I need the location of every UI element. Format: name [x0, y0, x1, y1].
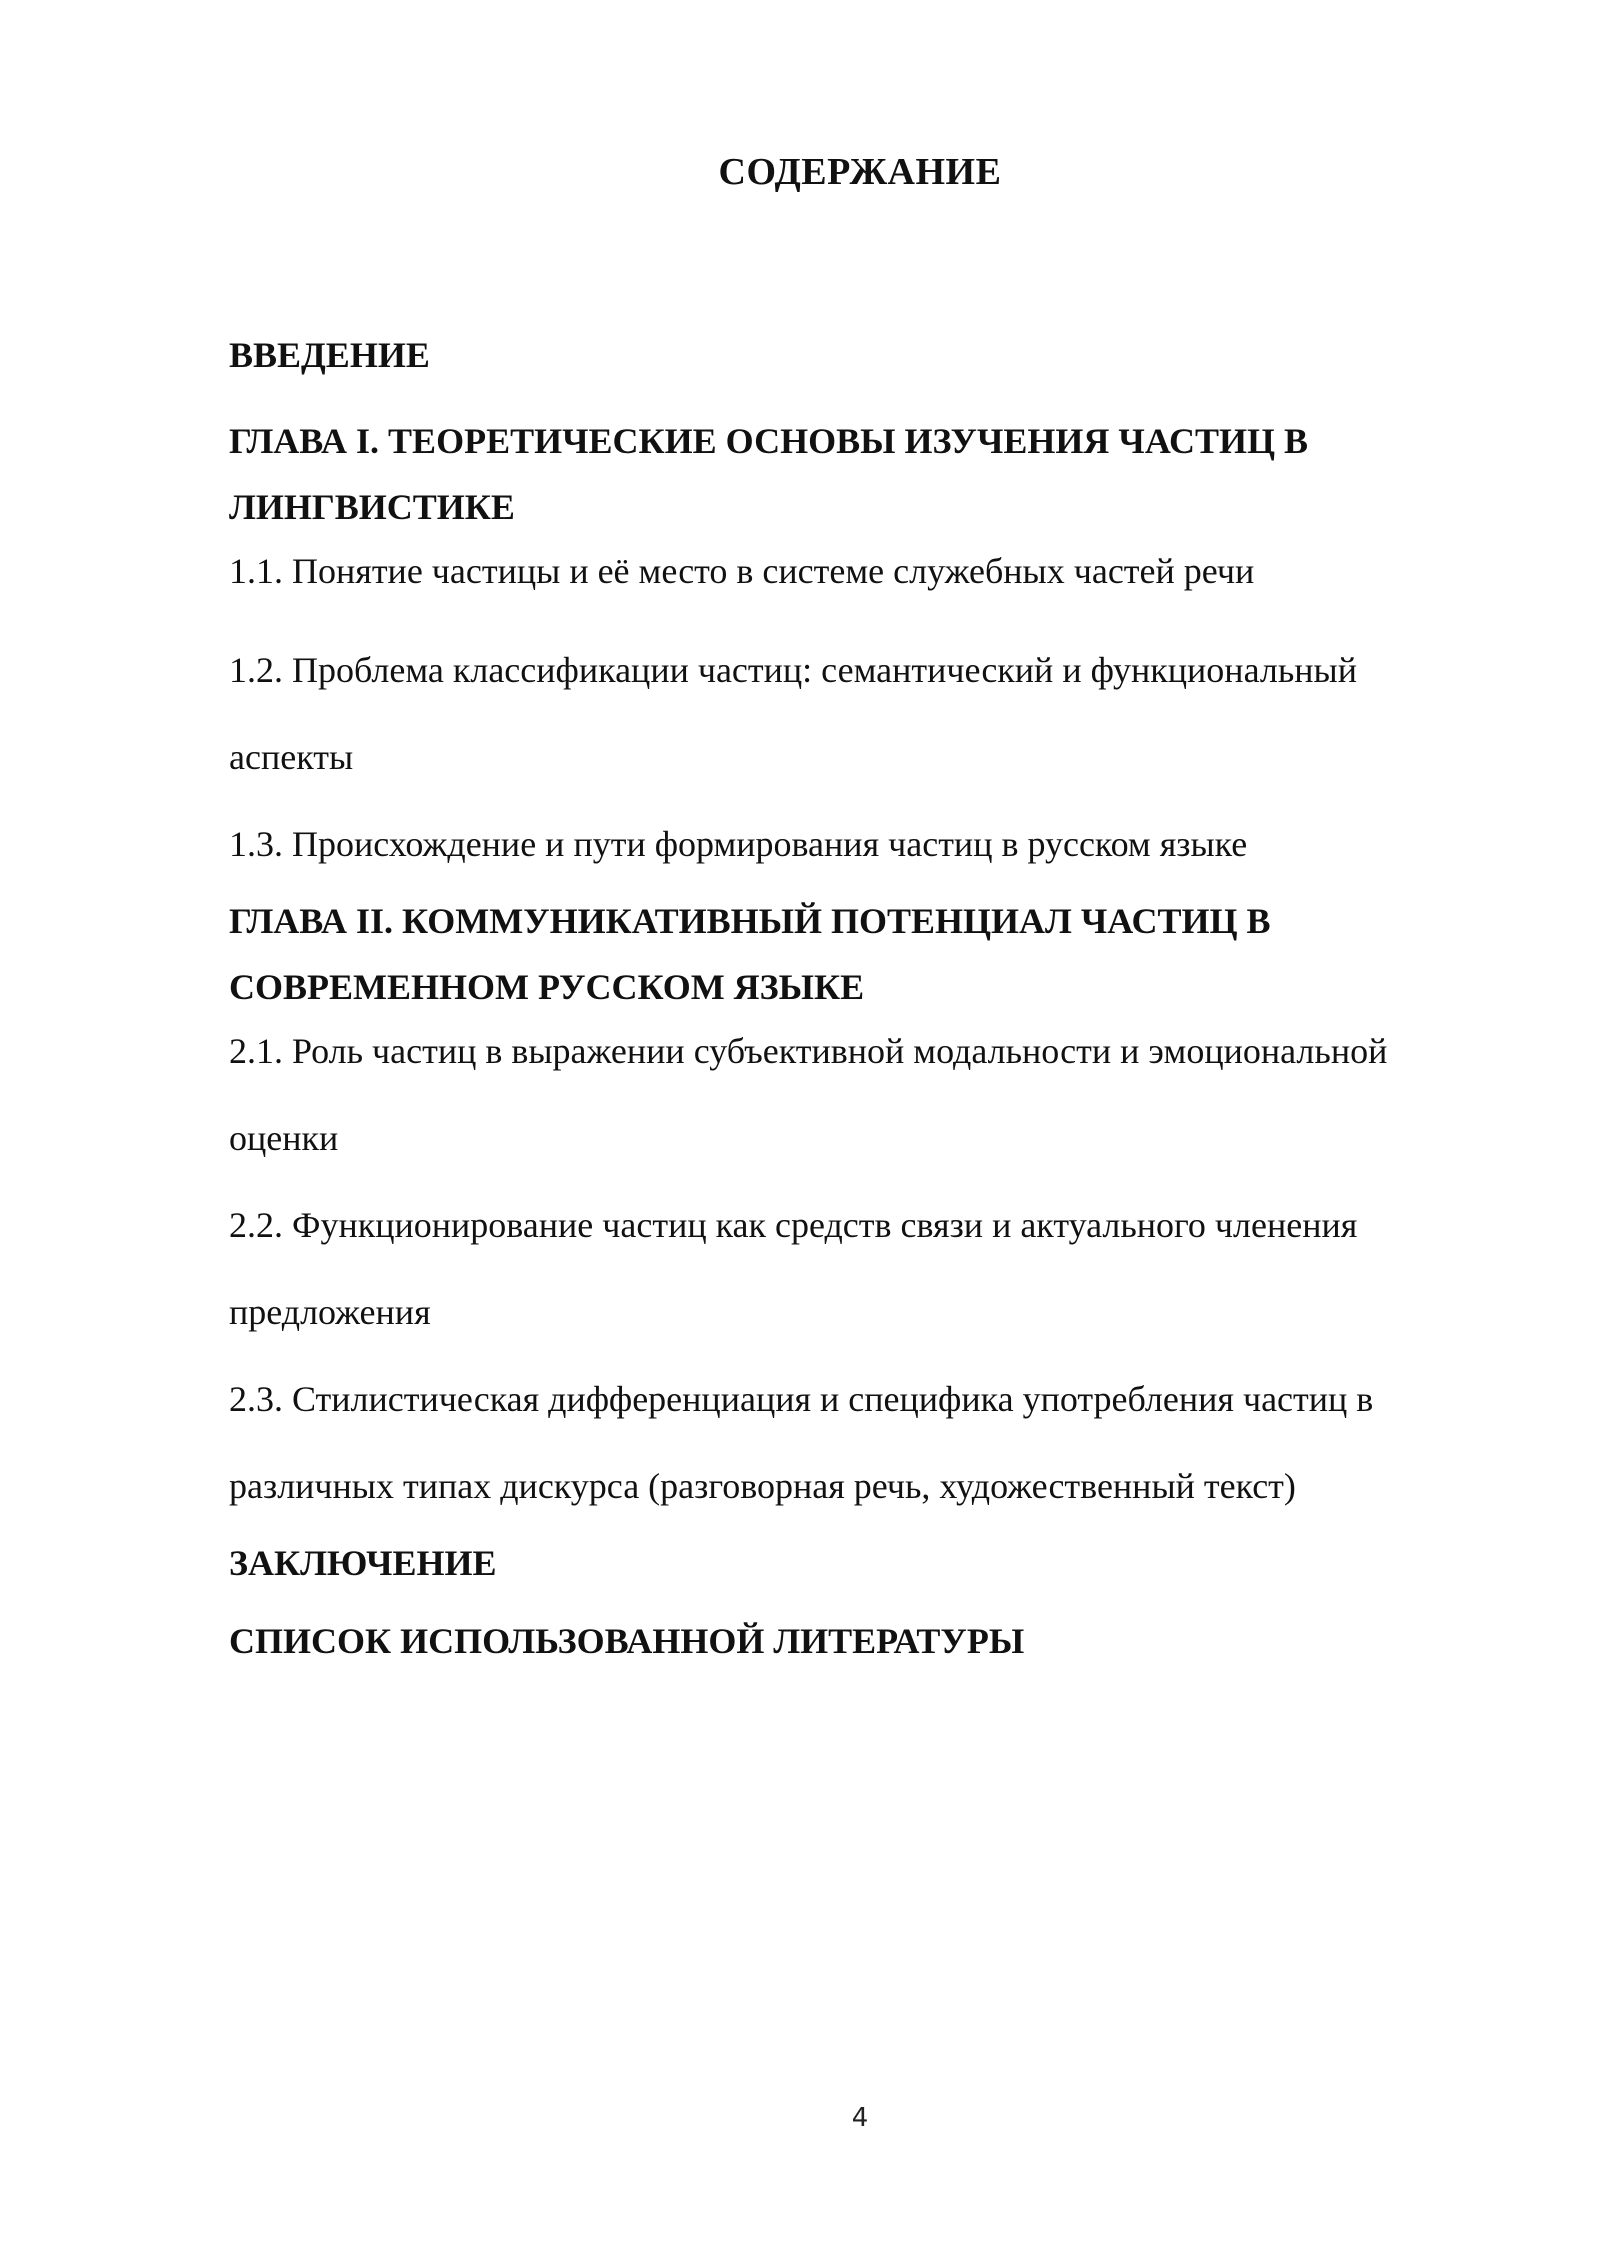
- toc-entry-section-2-3: 2.3. Стилистическая дифференциация и специфика употребления частиц в различных типах дискурса (разговорная речь, художественный текст): [229, 1379, 1374, 1506]
- toc-entry-section-2-2: 2.2. Функционирование частиц как средств связи и актуального членения предложения: [229, 1205, 1358, 1332]
- toc-entry-chapter-2: ГЛАВА II. КОММУНИКАТИВНЫЙ ПОТЕНЦИАЛ ЧАСТИЦ В СОВРЕМЕННОМ РУССКОМ ЯЗЫКЕ: [229, 901, 1271, 1007]
- toc-entry-chapter-1: ГЛАВА I. ТЕОРЕТИЧЕСКИЕ ОСНОВЫ ИЗУЧЕНИЯ ЧАСТИЦ В ЛИНГВИСТИКЕ: [229, 421, 1309, 527]
- toc-entry-section-1-1: 1.1. Понятие частицы и её место в системе служебных частей речи: [229, 551, 1255, 591]
- toc-entry-bibliography: СПИСОК ИСПОЛЬЗОВАННОЙ ЛИТЕРАТУРЫ: [229, 1621, 1025, 1661]
- toc-entry-introduction: ВВЕДЕНИЕ: [229, 335, 430, 375]
- toc-entry-section-1-3: 1.3. Происхождение и пути формирования частиц в русском языке: [229, 824, 1248, 864]
- toc-entry-section-2-1: 2.1. Роль частиц в выражении субъективной модальности и эмоциональной оценки: [229, 1031, 1388, 1158]
- table-of-contents: [229, 322, 1489, 1674]
- page-number: 4: [851, 2103, 869, 2133]
- toc-heading: СОДЕРЖАНИЕ: [718, 151, 1002, 193]
- toc-entry-conclusion: ЗАКЛЮЧЕНИЕ: [229, 1543, 497, 1583]
- toc-entry-section-1-2: 1.2. Проблема классификации частиц: семантический и функциональный аспекты: [229, 650, 1357, 777]
